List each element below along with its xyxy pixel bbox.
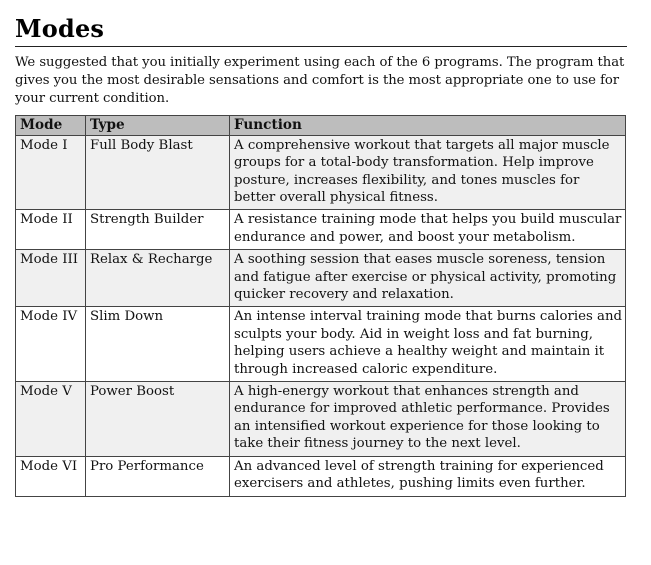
- function-cell: A soothing session that eases muscle soreness, tension and fatigue after exercise or physical activity, promoting quicker recovery and relaxation.: [230, 250, 626, 307]
- function-cell: An intense interval training mode that burns calories and sculpts your body. Aid in weight loss and fat burning, helping users achieve a healthy weight and maintain it through increased caloric expenditure.: [230, 307, 626, 382]
- type-cell: Power Boost: [86, 382, 230, 457]
- table-row: [16, 250, 626, 307]
- function-cell: A resistance training mode that helps you build muscular endurance and power, and boost your metabolism.: [230, 210, 626, 250]
- table-row: [16, 456, 626, 496]
- document-page: [15, 14, 627, 497]
- type-cell: Strength Builder: [86, 210, 230, 250]
- intro-paragraph: We suggested that you initially experiment using each of the 6 programs. The program that gives you the most desirable sensations and comfort is the most appropriate one to use for your current condition.: [15, 55, 625, 106]
- header-function: Function: [230, 116, 626, 135]
- function-cell: A comprehensive workout that targets all major muscle groups for a total-body transformation. Help improve posture, increases flexibility, and tones muscles for better overall physical fitness.: [230, 135, 626, 210]
- type-cell: Relax & Recharge: [86, 250, 230, 307]
- table-row: [16, 135, 626, 210]
- table-row: [16, 307, 626, 382]
- mode-cell: Mode VI: [16, 456, 86, 496]
- mode-cell: Mode III: [16, 250, 86, 307]
- mode-cell: Mode V: [16, 382, 86, 457]
- table-header-row: [16, 116, 626, 135]
- mode-cell: Mode II: [16, 210, 86, 250]
- header-type: Type: [86, 116, 230, 135]
- type-cell: Full Body Blast: [86, 135, 230, 210]
- modes-table: [15, 115, 626, 496]
- header-mode: Mode: [16, 116, 86, 135]
- table-row: [16, 210, 626, 250]
- function-cell: A high-energy workout that enhances strength and endurance for improved athletic performance. Provides an intensified workout experience for those looking to take their fitness journey to the next level.: [230, 382, 626, 457]
- mode-cell: Mode I: [16, 135, 86, 210]
- mode-cell: Mode IV: [16, 307, 86, 382]
- type-cell: Pro Performance: [86, 456, 230, 496]
- function-cell: An advanced level of strength training for experienced exercisers and athletes, pushing limits even further.: [230, 456, 626, 496]
- page-title: Modes: [15, 14, 105, 43]
- title-divider: [15, 46, 627, 47]
- type-cell: Slim Down: [86, 307, 230, 382]
- table-row: [16, 382, 626, 457]
